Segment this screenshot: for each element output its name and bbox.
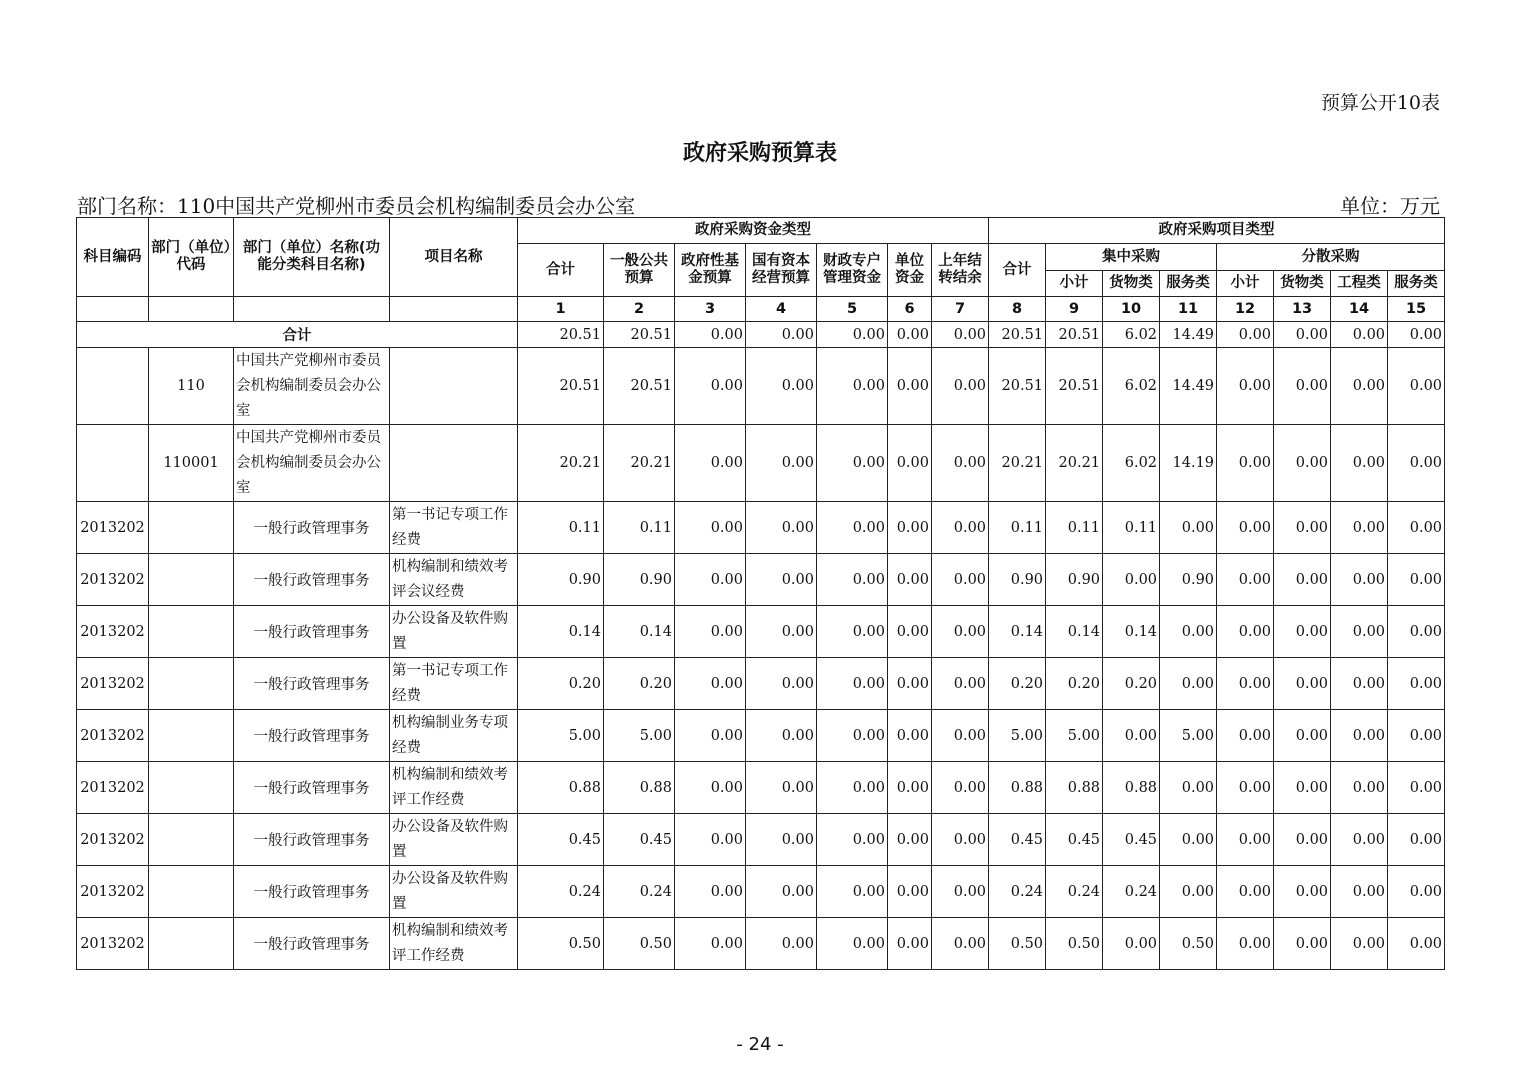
value-cell: 0.00 <box>888 762 932 814</box>
project-name-cell <box>390 425 518 502</box>
col-gov-fund: 政府性基金预算 <box>675 244 746 297</box>
value-cell: 0.00 <box>1388 502 1445 554</box>
value-cell: 0.00 <box>746 918 817 970</box>
value-cell: 0.20 <box>604 658 675 710</box>
col-number: 12 <box>1217 297 1274 322</box>
dept-code-cell: 110001 <box>149 425 234 502</box>
dept-name-cell: 一般行政管理事务 <box>234 866 390 918</box>
col-number: 2 <box>604 297 675 322</box>
value-cell: 0.00 <box>1274 762 1331 814</box>
value-cell: 5.00 <box>518 710 604 762</box>
value-cell: 0.20 <box>1046 658 1103 710</box>
dept-name-cell: 一般行政管理事务 <box>234 606 390 658</box>
col-dispersed-service: 服务类 <box>1388 271 1445 297</box>
value-cell: 0.00 <box>817 554 888 606</box>
value-cell: 0.00 <box>817 425 888 502</box>
subject-code-cell: 2013202 <box>77 606 149 658</box>
value-cell: 0.24 <box>518 866 604 918</box>
value-cell: 0.00 <box>817 866 888 918</box>
table-row <box>77 554 1445 606</box>
value-cell: 0.24 <box>989 866 1046 918</box>
col-number: 6 <box>888 297 932 322</box>
value-cell: 0.00 <box>746 606 817 658</box>
value-cell: 0.00 <box>1331 606 1388 658</box>
value-cell: 0.00 <box>932 348 989 425</box>
value-cell: 0.00 <box>675 606 746 658</box>
value-cell: 0.88 <box>604 762 675 814</box>
value-cell: 0.00 <box>817 348 888 425</box>
col-dispersed-procurement: 分散采购 <box>1217 244 1445 271</box>
dept-name-cell: 一般行政管理事务 <box>234 554 390 606</box>
dept-name-cell: 一般行政管理事务 <box>234 502 390 554</box>
value-cell: 0.88 <box>1046 762 1103 814</box>
col-unit-fund: 单位资金 <box>888 244 932 297</box>
table-row <box>77 606 1445 658</box>
dept-code-cell <box>149 814 234 866</box>
value-cell: 0.00 <box>746 710 817 762</box>
project-name-cell: 办公设备及软件购置 <box>390 814 518 866</box>
col-number: 4 <box>746 297 817 322</box>
table-row <box>77 762 1445 814</box>
subject-code-cell <box>77 425 149 502</box>
col-total2: 合计 <box>989 244 1046 297</box>
col-dept-name: 部门（单位）名称(功能分类科目名称) <box>234 218 390 297</box>
table-row <box>77 348 1445 425</box>
value-cell: 20.21 <box>604 425 675 502</box>
value-cell: 0.00 <box>888 606 932 658</box>
value-cell: 0.00 <box>1388 425 1445 502</box>
value-cell: 0.20 <box>518 658 604 710</box>
value-cell: 0.00 <box>746 814 817 866</box>
value-cell: 0.00 <box>888 710 932 762</box>
value-cell: 0.00 <box>1103 554 1160 606</box>
dept-code-cell <box>149 918 234 970</box>
subject-code-cell: 2013202 <box>77 918 149 970</box>
value-cell: 0.00 <box>1103 710 1160 762</box>
value-cell: 0.00 <box>1274 866 1331 918</box>
value-cell: 0.00 <box>817 762 888 814</box>
col-fund-type: 政府采购资金类型 <box>518 218 989 244</box>
value-cell: 0.00 <box>1217 425 1274 502</box>
dept-code-cell <box>149 502 234 554</box>
value-cell: 0.00 <box>746 502 817 554</box>
value-cell: 0.50 <box>989 918 1046 970</box>
department-label: 部门名称：110中国共产党柳州市委员会机构编制委员会办公室 <box>77 194 636 218</box>
value-cell: 0.00 <box>675 348 746 425</box>
col-number: 15 <box>1388 297 1445 322</box>
total-cell: 20.51 <box>1046 322 1103 348</box>
value-cell: 0.00 <box>1274 554 1331 606</box>
value-cell: 0.00 <box>746 658 817 710</box>
subject-code-cell: 2013202 <box>77 866 149 918</box>
value-cell: 0.00 <box>1274 606 1331 658</box>
project-name-cell: 机构编制业务专项经费 <box>390 710 518 762</box>
value-cell: 0.00 <box>746 866 817 918</box>
value-cell: 0.50 <box>518 918 604 970</box>
col-central-goods: 货物类 <box>1103 271 1160 297</box>
value-cell: 0.00 <box>746 554 817 606</box>
total-label: 合计 <box>77 322 518 348</box>
table-row <box>77 814 1445 866</box>
value-cell: 0.00 <box>1217 814 1274 866</box>
project-name-cell <box>390 348 518 425</box>
col-number: 11 <box>1160 297 1217 322</box>
value-cell: 0.20 <box>1103 658 1160 710</box>
dept-name-cell: 中国共产党柳州市委员会机构编制委员会办公室 <box>234 348 390 425</box>
project-name-cell: 第一书记专项工作经费 <box>390 502 518 554</box>
value-cell: 0.11 <box>518 502 604 554</box>
value-cell: 0.00 <box>1160 814 1217 866</box>
value-cell: 0.00 <box>1331 425 1388 502</box>
value-cell: 0.00 <box>932 762 989 814</box>
total-cell: 0.00 <box>932 322 989 348</box>
value-cell: 0.00 <box>746 762 817 814</box>
value-cell: 0.00 <box>675 918 746 970</box>
value-cell: 0.00 <box>888 918 932 970</box>
value-cell: 5.00 <box>604 710 675 762</box>
value-cell: 0.00 <box>1217 866 1274 918</box>
total-cell: 0.00 <box>746 322 817 348</box>
value-cell: 0.00 <box>675 554 746 606</box>
value-cell: 0.00 <box>1217 502 1274 554</box>
total-cell: 0.00 <box>1388 322 1445 348</box>
value-cell: 0.00 <box>1160 762 1217 814</box>
value-cell: 0.00 <box>1388 348 1445 425</box>
value-cell: 0.00 <box>817 710 888 762</box>
value-cell: 0.00 <box>888 658 932 710</box>
value-cell: 0.00 <box>1274 658 1331 710</box>
value-cell: 20.51 <box>989 348 1046 425</box>
value-cell: 0.00 <box>675 814 746 866</box>
value-cell: 0.00 <box>1217 348 1274 425</box>
value-cell: 0.00 <box>1331 554 1388 606</box>
col-state-capital: 国有资本经营预算 <box>746 244 817 297</box>
value-cell: 0.00 <box>932 866 989 918</box>
procurement-budget-table <box>76 217 1445 970</box>
total-cell: 20.51 <box>604 322 675 348</box>
value-cell: 0.45 <box>518 814 604 866</box>
value-cell: 20.51 <box>518 348 604 425</box>
value-cell: 0.11 <box>989 502 1046 554</box>
col-dispersed-goods: 货物类 <box>1274 271 1331 297</box>
value-cell: 20.51 <box>1046 348 1103 425</box>
value-cell: 0.20 <box>989 658 1046 710</box>
value-cell: 0.00 <box>1274 918 1331 970</box>
value-cell: 0.00 <box>1388 866 1445 918</box>
value-cell: 20.21 <box>1046 425 1103 502</box>
value-cell: 0.00 <box>675 710 746 762</box>
value-cell: 0.00 <box>1331 348 1388 425</box>
value-cell: 0.00 <box>1217 918 1274 970</box>
col-general-budget: 一般公共预算 <box>604 244 675 297</box>
col-number: 14 <box>1331 297 1388 322</box>
value-cell: 0.00 <box>888 554 932 606</box>
col-central-procurement: 集中采购 <box>1046 244 1217 271</box>
dept-name-cell: 一般行政管理事务 <box>234 918 390 970</box>
value-cell: 0.14 <box>604 606 675 658</box>
dept-code-cell <box>149 554 234 606</box>
col-total: 合计 <box>518 244 604 297</box>
value-cell: 0.00 <box>888 814 932 866</box>
value-cell: 0.00 <box>1274 710 1331 762</box>
table-row <box>77 866 1445 918</box>
value-cell: 0.00 <box>1274 814 1331 866</box>
col-central-subtotal: 小计 <box>1046 271 1103 297</box>
total-cell: 20.51 <box>518 322 604 348</box>
dept-code-cell: 110 <box>149 348 234 425</box>
project-name-cell: 办公设备及软件购置 <box>390 866 518 918</box>
dept-name-cell: 一般行政管理事务 <box>234 814 390 866</box>
value-cell: 0.00 <box>1274 425 1331 502</box>
subject-code-cell: 2013202 <box>77 814 149 866</box>
table-body <box>77 322 1445 970</box>
value-cell: 0.00 <box>1388 814 1445 866</box>
value-cell: 0.00 <box>1388 762 1445 814</box>
value-cell: 0.90 <box>604 554 675 606</box>
value-cell: 0.00 <box>1160 606 1217 658</box>
col-dispersed-subtotal: 小计 <box>1217 271 1274 297</box>
value-cell: 0.00 <box>1103 918 1160 970</box>
subject-code-cell: 2013202 <box>77 658 149 710</box>
value-cell: 0.00 <box>817 502 888 554</box>
value-cell: 0.00 <box>1388 710 1445 762</box>
value-cell: 0.00 <box>1217 658 1274 710</box>
value-cell: 0.14 <box>518 606 604 658</box>
value-cell: 0.00 <box>746 425 817 502</box>
value-cell: 0.00 <box>675 762 746 814</box>
value-cell: 0.45 <box>989 814 1046 866</box>
value-cell: 0.00 <box>1331 866 1388 918</box>
value-cell: 0.45 <box>1103 814 1160 866</box>
value-cell: 0.14 <box>1046 606 1103 658</box>
value-cell: 0.11 <box>604 502 675 554</box>
value-cell: 0.45 <box>604 814 675 866</box>
value-cell: 0.00 <box>932 606 989 658</box>
value-cell: 0.00 <box>888 866 932 918</box>
value-cell: 0.00 <box>932 918 989 970</box>
subject-code-cell <box>77 348 149 425</box>
value-cell: 0.00 <box>888 425 932 502</box>
value-cell: 0.14 <box>989 606 1046 658</box>
value-cell: 0.90 <box>1160 554 1217 606</box>
col-project-type: 政府采购项目类型 <box>989 218 1445 244</box>
value-cell: 0.00 <box>1274 348 1331 425</box>
page-title: 政府采购预算表 <box>682 141 837 166</box>
value-cell: 0.00 <box>817 658 888 710</box>
table-row <box>77 425 1445 502</box>
value-cell: 5.00 <box>1046 710 1103 762</box>
total-cell: 0.00 <box>1331 322 1388 348</box>
col-subject-code: 科目编码 <box>77 218 149 297</box>
total-cell: 14.49 <box>1160 322 1217 348</box>
value-cell: 5.00 <box>1160 710 1217 762</box>
value-cell: 0.00 <box>888 502 932 554</box>
value-cell: 0.00 <box>1331 762 1388 814</box>
col-number: 1 <box>518 297 604 322</box>
total-cell: 0.00 <box>817 322 888 348</box>
value-cell: 0.00 <box>817 918 888 970</box>
value-cell: 0.00 <box>1160 658 1217 710</box>
table-number: 预算公开10表 <box>1320 92 1440 114</box>
value-cell: 0.00 <box>1388 658 1445 710</box>
total-cell: 6.02 <box>1103 322 1160 348</box>
value-cell: 0.14 <box>1103 606 1160 658</box>
value-cell: 0.50 <box>604 918 675 970</box>
value-cell: 0.00 <box>1331 814 1388 866</box>
value-cell: 0.00 <box>675 866 746 918</box>
project-name-cell: 机构编制和绩效考评工作经费 <box>390 762 518 814</box>
value-cell: 0.90 <box>518 554 604 606</box>
unit-label: 单位：万元 <box>1340 194 1440 218</box>
subject-code-cell: 2013202 <box>77 710 149 762</box>
page-number: - 24 - <box>736 1034 784 1055</box>
dept-code-cell <box>149 762 234 814</box>
project-name-cell: 机构编制和绩效考评工作经费 <box>390 918 518 970</box>
col-carryover: 上年结转结余 <box>932 244 989 297</box>
value-cell: 0.00 <box>1274 502 1331 554</box>
project-name-cell: 第一书记专项工作经费 <box>390 658 518 710</box>
total-cell: 0.00 <box>1217 322 1274 348</box>
value-cell: 0.00 <box>1331 918 1388 970</box>
dept-name-cell: 一般行政管理事务 <box>234 658 390 710</box>
subject-code-cell: 2013202 <box>77 554 149 606</box>
dept-code-cell <box>149 658 234 710</box>
value-cell: 0.00 <box>932 425 989 502</box>
value-cell: 0.00 <box>1160 502 1217 554</box>
dept-code-cell <box>149 710 234 762</box>
total-cell: 0.00 <box>675 322 746 348</box>
value-cell: 0.88 <box>518 762 604 814</box>
table-row <box>77 502 1445 554</box>
dept-code-cell <box>149 866 234 918</box>
col-central-service: 服务类 <box>1160 271 1217 297</box>
dept-name-cell: 中国共产党柳州市委员会机构编制委员会办公室 <box>234 425 390 502</box>
value-cell: 0.00 <box>1217 554 1274 606</box>
col-number: 8 <box>989 297 1046 322</box>
value-cell: 0.00 <box>932 814 989 866</box>
subject-code-cell: 2013202 <box>77 502 149 554</box>
value-cell: 0.00 <box>1388 606 1445 658</box>
value-cell: 0.00 <box>675 658 746 710</box>
table-row <box>77 918 1445 970</box>
col-number: 13 <box>1274 297 1331 322</box>
value-cell: 0.00 <box>1331 502 1388 554</box>
value-cell: 0.00 <box>1388 918 1445 970</box>
value-cell: 0.00 <box>1331 658 1388 710</box>
value-cell: 0.00 <box>675 425 746 502</box>
value-cell: 0.88 <box>1103 762 1160 814</box>
value-cell: 0.00 <box>817 606 888 658</box>
value-cell: 0.00 <box>1160 866 1217 918</box>
dept-name-cell: 一般行政管理事务 <box>234 710 390 762</box>
col-fiscal-special: 财政专户管理资金 <box>817 244 888 297</box>
dept-name-cell: 一般行政管理事务 <box>234 762 390 814</box>
value-cell: 6.02 <box>1103 348 1160 425</box>
subject-code-cell: 2013202 <box>77 762 149 814</box>
table-row <box>77 710 1445 762</box>
col-number: 9 <box>1046 297 1103 322</box>
col-number: 10 <box>1103 297 1160 322</box>
table-row <box>77 658 1445 710</box>
col-number: 5 <box>817 297 888 322</box>
total-cell: 0.00 <box>1274 322 1331 348</box>
value-cell: 0.11 <box>1103 502 1160 554</box>
value-cell: 0.00 <box>932 502 989 554</box>
value-cell: 0.50 <box>1160 918 1217 970</box>
value-cell: 20.51 <box>604 348 675 425</box>
value-cell: 0.00 <box>1217 710 1274 762</box>
value-cell: 0.00 <box>932 658 989 710</box>
value-cell: 0.90 <box>1046 554 1103 606</box>
value-cell: 14.19 <box>1160 425 1217 502</box>
col-dispersed-engineering: 工程类 <box>1331 271 1388 297</box>
value-cell: 0.88 <box>989 762 1046 814</box>
value-cell: 5.00 <box>989 710 1046 762</box>
value-cell: 0.45 <box>1046 814 1103 866</box>
value-cell: 14.49 <box>1160 348 1217 425</box>
value-cell: 0.00 <box>888 348 932 425</box>
value-cell: 0.00 <box>1217 762 1274 814</box>
project-name-cell: 办公设备及软件购置 <box>390 606 518 658</box>
value-cell: 0.00 <box>746 348 817 425</box>
value-cell: 0.24 <box>604 866 675 918</box>
value-cell: 0.00 <box>1217 606 1274 658</box>
value-cell: 0.00 <box>932 554 989 606</box>
value-cell: 20.21 <box>989 425 1046 502</box>
value-cell: 6.02 <box>1103 425 1160 502</box>
value-cell: 0.50 <box>1046 918 1103 970</box>
col-number: 3 <box>675 297 746 322</box>
total-cell: 0.00 <box>888 322 932 348</box>
value-cell: 0.00 <box>817 814 888 866</box>
value-cell: 0.00 <box>1331 710 1388 762</box>
total-row <box>77 322 1445 348</box>
col-dept-code: 部门（单位）代码 <box>149 218 234 297</box>
value-cell: 0.00 <box>932 710 989 762</box>
value-cell: 0.00 <box>1388 554 1445 606</box>
col-project-name: 项目名称 <box>390 218 518 297</box>
total-cell: 20.51 <box>989 322 1046 348</box>
dept-code-cell <box>149 606 234 658</box>
col-number: 7 <box>932 297 989 322</box>
value-cell: 0.24 <box>1046 866 1103 918</box>
value-cell: 0.11 <box>1046 502 1103 554</box>
value-cell: 20.21 <box>518 425 604 502</box>
value-cell: 0.00 <box>675 502 746 554</box>
project-name-cell: 机构编制和绩效考评会议经费 <box>390 554 518 606</box>
value-cell: 0.24 <box>1103 866 1160 918</box>
value-cell: 0.90 <box>989 554 1046 606</box>
